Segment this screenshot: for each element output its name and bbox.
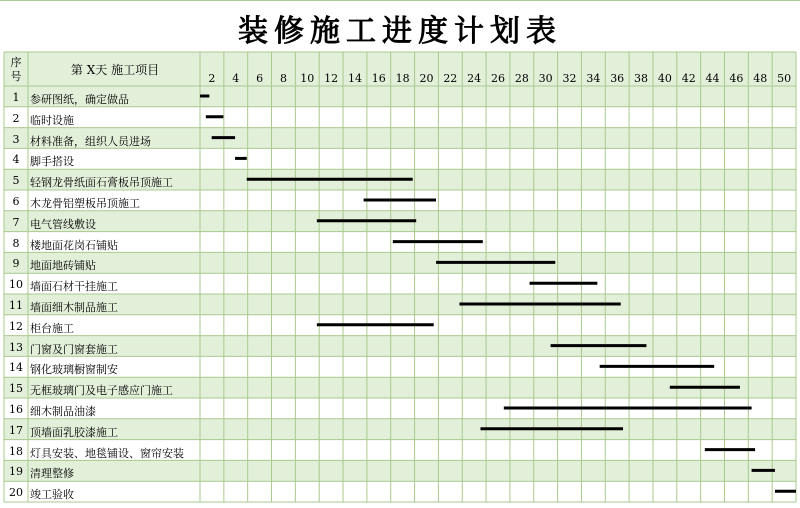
row-number: 11 bbox=[9, 299, 23, 312]
day-tick-label: 36 bbox=[610, 72, 625, 85]
row-number: 13 bbox=[9, 340, 23, 354]
task-name: 细木制品油漆 bbox=[30, 405, 96, 418]
task-name: 竣工验收 bbox=[30, 488, 74, 502]
day-tick-label: 14 bbox=[347, 72, 362, 85]
task-name: 灯具安装、地毯铺设、窗帘安装 bbox=[30, 446, 184, 460]
seq-header bbox=[4, 56, 28, 84]
day-tick-label: 28 bbox=[514, 72, 529, 85]
task-name: 参研图纸，确定做品 bbox=[30, 93, 129, 106]
task-column-header: 第 X天 施工项目 bbox=[70, 63, 160, 77]
row-number: 20 bbox=[9, 486, 23, 500]
row-number: 8 bbox=[12, 236, 20, 250]
page-title: 装修施工进度计划表 bbox=[238, 14, 562, 49]
row-number: 18 bbox=[9, 444, 23, 458]
row-number: 12 bbox=[9, 319, 23, 333]
day-tick-label: 8 bbox=[279, 72, 287, 85]
task-name: 楼地面花岗石铺贴 bbox=[30, 238, 118, 252]
day-tick-label: 46 bbox=[729, 72, 744, 85]
day-tick-label: 12 bbox=[324, 72, 339, 85]
task-name: 墙面石材干挂施工 bbox=[30, 280, 118, 294]
task-name: 材料准备，组织人员进场 bbox=[30, 134, 151, 148]
day-tick-label: 50 bbox=[777, 72, 792, 85]
row-number: 10 bbox=[9, 278, 23, 292]
seq-header-line1: 序 bbox=[10, 56, 22, 69]
day-tick-label: 34 bbox=[586, 72, 601, 85]
day-tick-label: 20 bbox=[419, 72, 434, 85]
day-tick-label: 2 bbox=[208, 72, 216, 85]
day-tick-label: 30 bbox=[538, 72, 553, 85]
day-tick-label: 6 bbox=[256, 72, 264, 85]
seq-header-line2: 号 bbox=[10, 70, 22, 83]
row-number: 4 bbox=[12, 153, 20, 167]
row-number: 2 bbox=[12, 111, 20, 125]
task-name: 钢化玻璃橱窗制安 bbox=[30, 363, 118, 377]
task-name: 木龙骨铝塑板吊顶施工 bbox=[30, 197, 140, 210]
row-number: 14 bbox=[9, 361, 23, 375]
row-number: 7 bbox=[12, 215, 20, 229]
day-tick-label: 32 bbox=[562, 72, 577, 85]
task-name: 地面地砖铺贴 bbox=[30, 259, 96, 273]
row-number: 3 bbox=[12, 132, 20, 146]
day-tick-label: 26 bbox=[491, 72, 505, 85]
day-tick-label: 38 bbox=[634, 72, 649, 85]
task-name: 脚手搭设 bbox=[30, 155, 74, 169]
task-name: 无框玻璃门及电子感应门施工 bbox=[30, 384, 173, 398]
day-tick-label: 18 bbox=[395, 72, 410, 85]
task-name: 临时设施 bbox=[30, 113, 74, 127]
day-tick-label: 40 bbox=[657, 72, 672, 85]
task-name: 门窗及门窗套施工 bbox=[30, 342, 118, 356]
day-tick-label: 24 bbox=[467, 72, 482, 85]
row-number: 1 bbox=[12, 91, 20, 104]
task-name: 清理整修 bbox=[30, 467, 74, 481]
row-number: 19 bbox=[9, 465, 23, 479]
task-name: 顶墙面乳胶漆施工 bbox=[30, 425, 118, 439]
row-number: 9 bbox=[12, 257, 20, 271]
task-name: 墙面细木制品施工 bbox=[30, 301, 118, 314]
day-tick-label: 22 bbox=[443, 72, 458, 85]
day-tick-label: 4 bbox=[232, 72, 240, 85]
task-name: 柜台施工 bbox=[30, 321, 74, 335]
task-name: 轻钢龙骨纸面石膏板吊顶施工 bbox=[30, 176, 173, 190]
row-number: 6 bbox=[12, 195, 20, 208]
day-tick-label: 42 bbox=[681, 72, 696, 85]
row-number: 15 bbox=[9, 382, 23, 396]
task-name: 电气管线敷设 bbox=[30, 217, 96, 231]
day-tick-label: 16 bbox=[371, 72, 386, 85]
day-tick-label: 48 bbox=[753, 72, 768, 85]
row-number: 17 bbox=[9, 423, 23, 437]
row-number: 16 bbox=[9, 403, 23, 416]
day-tick-label: 10 bbox=[300, 72, 315, 85]
row-number: 5 bbox=[12, 174, 20, 188]
day-tick-label: 44 bbox=[705, 72, 720, 85]
